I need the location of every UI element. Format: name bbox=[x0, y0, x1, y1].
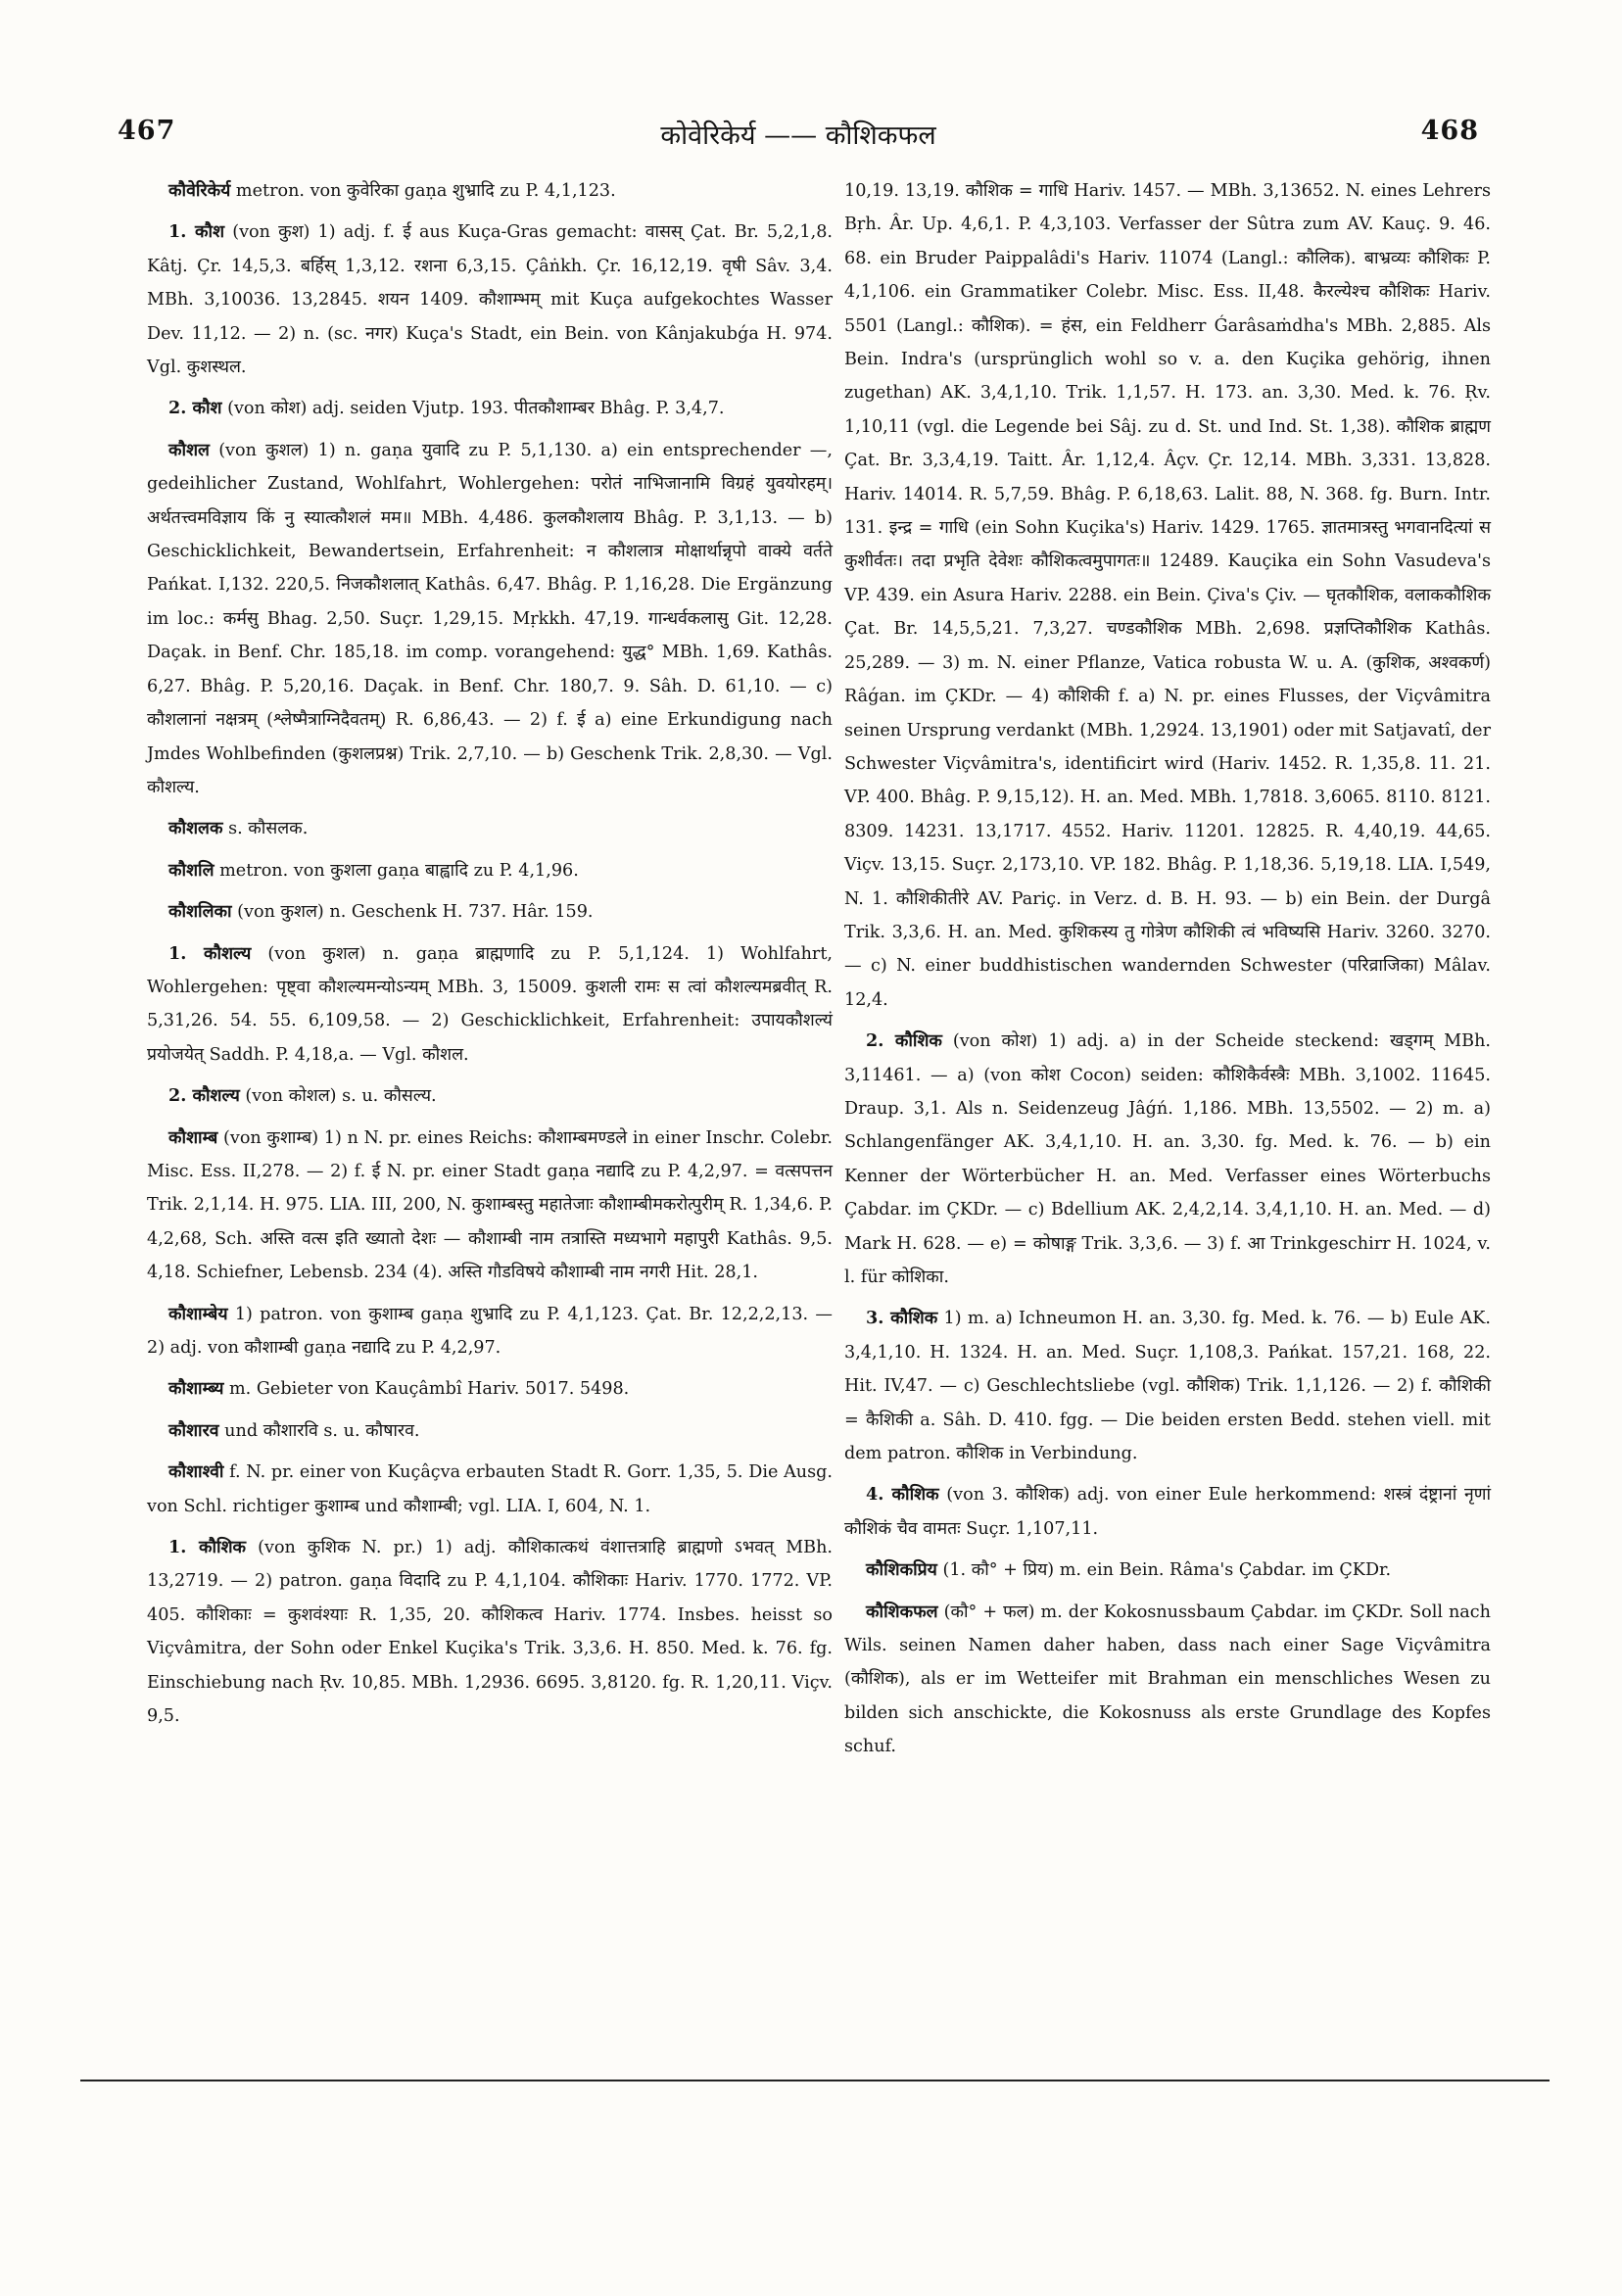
entry-text: s. कौसलक. bbox=[222, 819, 309, 839]
dictionary-entry bbox=[147, 392, 833, 425]
entry-headword: 1. कौशल्य bbox=[168, 942, 252, 964]
entry-headword: कौशलि bbox=[168, 859, 215, 881]
right-column bbox=[844, 174, 1491, 1772]
entry-text: (von कुशाम्ब) 1) n N. pr. eines Reichs: कौशाम्बमण्डले in einer Inschr. Colebr. Misc. Ess. II,278. — 2) f. ई N. pr. einer Stadt gaṇa नद्यादि zu P. 4,2,97. = वत्सपत्तन Trik. 2,1,14. H. 975. LIA. III, 200, N. कुशाम्बस्तु महातेजाः कौशाम्बीमकरोत्पुरीम् R. 1,34,6. P. 4,2,68, Sch. अस्ति वत्स इति ख्यातो देशः — कौशाम्बी नाम तत्रास्ति मध्यभागे महापुरी Kathâs. 9,5. 4,18. Schiefner, Lebensb. 234 (4). अस्ति गौडविषये कौशाम्बी नाम नगरी Hit. 28,1. bbox=[147, 1127, 833, 1283]
dictionary-entry bbox=[844, 1596, 1491, 1764]
entry-headword: कौशलक bbox=[168, 818, 223, 839]
dictionary-entry bbox=[147, 1298, 833, 1365]
page-header bbox=[118, 116, 1479, 155]
dictionary-entry bbox=[844, 1554, 1491, 1587]
entry-headword: कौशाश्वी bbox=[168, 1461, 224, 1483]
entry-headword: 1. कौश bbox=[168, 221, 225, 243]
entry-text: f. N. pr. einer von Kuçâçva erbauten Stadt R. Gorr. 1,35, 5. Die Ausg. von Schl. richtiger कुशाम्ब und कौशाम्बी; vgl. LIA. I, 604, N. 1. bbox=[147, 1462, 833, 1516]
entry-headword: 2. कौशिक bbox=[866, 1030, 942, 1052]
entry-headword: कौवेरिकेर्य bbox=[168, 180, 231, 201]
entry-headword: कौशारव bbox=[168, 1419, 219, 1441]
page-number-right: 468 bbox=[1420, 116, 1479, 146]
entry-text: (von कोश) 1) adj. a) in der Scheide steckend: खड्गम् MBh. 3,11461. — a) (von कोश Cocon) seiden: कौशिकैर्वस्त्रैः MBh. 3,1002. 11645. Draup. 3,1. Als n. Seidenzeug Jâǵń. 1,186. MBh. 13,5502. — 2) m. a) Schlangenfänger AK. 3,4,1,10. H. an. 3,30. fg. Med. k. 76. — b) ein Kenner der Wörterbücher H. an. Med. Verfasser eines Wörterbuchs Çabdar. im ÇKDr. — c) Bdellium AK. 2,4,2,14. 3,4,1,10. H. an. Med. — d) Mark H. 628. — e) = कोषाङ्ग Trik. 3,3,6. — 3) f. आ Trinkgeschirr H. 1024, v. l. für कोशिका. bbox=[844, 1031, 1492, 1287]
entry-headword: कौशाम्ब्य bbox=[168, 1378, 224, 1400]
entry-text: und कौशारवि s. u. कौषारव. bbox=[218, 1420, 420, 1441]
running-title: कोवेरिकेर्य —— कौशिकफल bbox=[660, 120, 936, 151]
dictionary-entry bbox=[147, 1079, 833, 1113]
entry-headword: कौशिकफल bbox=[866, 1601, 938, 1622]
entry-headword: कौशलिका bbox=[168, 901, 232, 923]
left-column bbox=[147, 174, 833, 1741]
dictionary-entry bbox=[844, 1025, 1491, 1294]
entry-headword: कौशाम्ब bbox=[168, 1126, 218, 1148]
entry-text: 1) m. a) Ichneumon H. an. 3,30. fg. Med. k. 76. — b) Eule AK. 3,4,1,10. H. 1324. H. an. Med. Suçr. 1,108,3. Pańkat. 157,21. 168, 22. Hit. IV,47. — c) Geschlechtsliebe (vgl. कौशिक) Trik. 1,1,126. — 2) f. कौशिकी = कैशिकी a. Sâh. D. 410. fgg. — Die beiden ersten Bedd. stehen viell. mit dem patron. कौशिक in Verbindung. bbox=[844, 1309, 1492, 1464]
dictionary-entry bbox=[147, 854, 833, 887]
entry-headword: कौशल bbox=[168, 439, 210, 460]
entry-headword: 2. कौशल्य bbox=[168, 1085, 240, 1107]
dictionary-entry bbox=[147, 812, 833, 845]
entry-headword: 2. कौश bbox=[168, 398, 222, 419]
entry-text: (von कोशल) s. u. कौसल्य. bbox=[239, 1086, 437, 1107]
entry-text: metron. von कुवेरिका gaṇa शुभ्रादि zu P. 4,1,123. bbox=[230, 181, 616, 201]
dictionary-entry bbox=[147, 1456, 833, 1523]
dictionary-entry bbox=[147, 1414, 833, 1448]
dictionary-entry-continued bbox=[844, 174, 1491, 1017]
entry-text: (von कुशिक N. pr.) 1) adj. कौशिकात्कथं वंशात्तत्राहि ब्राह्मणो ऽभवत् MBh. 13,2719. — 2) patron. gaṇa विदादि zu P. 4,1,104. कौशिकाः Hariv. 1770. 1772. VP. 405. कौशिकाः = कुशवंश्याः R. 1,35, 20. कौशिकत्व Hariv. 1774. Insbes. heisst so Viçvâmitra, der Sohn oder Enkel Kuçika's Trik. 3,3,6. H. 850. Med. k. 76. fg. Einschiebung nach Ṛv. 10,85. MBh. 1,2936. 6695. 3,8120. fg. R. 1,20,11. Viçv. 9,5. bbox=[147, 1538, 834, 1727]
dictionary-entry bbox=[147, 1531, 833, 1733]
entry-text: metron. von कुशला gaṇa बाह्वादि zu P. 4,1,96. bbox=[214, 860, 579, 881]
dictionary-entry bbox=[147, 1372, 833, 1406]
dictionary-entry bbox=[844, 1478, 1491, 1546]
page-number-left: 467 bbox=[118, 116, 176, 146]
dictionary-entry bbox=[147, 434, 833, 804]
dictionary-entry bbox=[147, 215, 833, 384]
entry-text: 1) patron. von कुशाम्ब gaṇa शुभ्रादि zu P. 4,1,123. Çat. Br. 12,2,2,13. — 2) adj. von कौशाम्बी gaṇa नद्यादि zu P. 4,2,97. bbox=[147, 1304, 833, 1358]
footer-rule bbox=[80, 2080, 1550, 2081]
entry-text: (von कुशल) 1) n. gaṇa युवादि zu P. 5,1,130. a) ein entsprechender —, gedeihlicher Zustand, Wohlfahrt, Wohlergehen: परोतं नाभिजानामि विग्रहं युवयोरहम्। अर्थतत्त्वमविज्ञाय किं नु स्यात्कौशलं मम॥ MBh. 4,486. कुलकौशलाय Bhâg. P. 3,1,13. — b) Geschicklichkeit, Bewandertsein, Erfahrenheit: न कौशलात्र मोक्षार्थान्नृपो वाक्ये वर्तते Pańkat. I,132. 220,5. निजकौशलात् Kathâs. 6,47. Bhâg. P. 1,16,28. Die Ergänzung im loc.: कर्मसु Bhag. 2,50. Suçr. 1,29,15. Mṛkkh. 47,19. गान्धर्वकलासु Git. 12,28. Daçak. in Benf. Chr. 185,18. im comp. vorangehend: युद्ध° MBh. 1,69. Kathâs. 6,27. Bhâg. P. 5,20,16. Daçak. in Benf. Chr. 180,7. 9. Sâh. D. 61,10. — c) कौशलानां नक्षत्रम् (श्लेष्मैत्राग्निदैवतम्) R. 6,86,43. — 2) f. ई a) eine Erkundigung nach Jmdes Wohlbefinden (कुशलप्रश्न) Trik. 2,7,10. — b) Geschenk Trik. 2,8,30. — Vgl. कौशल्य. bbox=[147, 440, 833, 797]
dictionary-entry bbox=[844, 1302, 1491, 1470]
entry-headword: 4. कौशिक bbox=[866, 1484, 939, 1506]
entry-text: (कौ° + फल) m. der Kokosnussbaum Çabdar. im ÇKDr. Soll nach Wils. seinen Namen daher haben, dass nach einer Sage Viçvâmitra (कौशिक), als er im Wetteifer mit Brahman ein menschliches Wesen zu bilden sich anschickte, die Kokosnuss als erste Grundlage des Kopfes schuf. bbox=[844, 1602, 1491, 1757]
entry-text: (von कुशल) n. Geschenk H. 737. Hâr. 159. bbox=[231, 902, 594, 923]
entry-headword: कौशिकप्रिय bbox=[866, 1559, 937, 1581]
dictionary-entry bbox=[147, 895, 833, 929]
dictionary-entry bbox=[147, 937, 833, 1073]
entry-headword: कौशाम्बेय bbox=[168, 1303, 228, 1324]
dictionary-entry bbox=[147, 174, 833, 208]
entry-text: (1. कौ° + प्रिय) m. ein Bein. Râma's Çabdar. im ÇKDr. bbox=[936, 1560, 1392, 1581]
entry-headword: 3. कौशिक bbox=[866, 1308, 938, 1329]
entry-text: m. Gebieter von Kauçâmbî Hariv. 5017. 5498. bbox=[223, 1379, 630, 1400]
entry-text: (von कुश) 1) adj. f. ई aus Kuça-Gras gemacht: वासस् Çat. Br. 5,2,1,8. Kâtj. Çr. 14,5,3. बर्हिस् 1,3,12. रशना 6,3,15. Çâṅkh. Çr. 16,12,19. वृषी Sâv. 3,4. MBh. 3,10036. 13,2845. शयन 1409. कौशाम्भम् mit Kuça aufgekochtes Wasser Dev. 11,12. — 2) n. (sc. नगर) Kuça's Stadt, ein Bein. von Kânjakubǵa H. 974. Vgl. कुशस्थल. bbox=[147, 222, 833, 378]
dictionary-entry bbox=[147, 1122, 833, 1290]
entry-text: (von कोश) adj. seiden Vjutp. 193. पीतकौशाम्बर Bhâg. P. 3,4,7. bbox=[221, 399, 725, 419]
entry-text: (von 3. कौशिक) adj. von einer Eule herkommend: शस्त्रं दंष्ट्रानां नृणां कौशिकं चैव वामतः Suçr. 1,107,11. bbox=[844, 1485, 1492, 1539]
entry-text: (von कुशल) n. gaṇa ब्राह्मणादि zu P. 5,1,124. 1) Wohlfahrt, Wohlergehen: पृष्ट्वा कौशल्यमन्योऽन्यम् MBh. 3, 15009. कुशली रामः स त्वां कौशल्यमब्रवीत् R. 5,31,26. 54. 55. 6,109,58. — 2) Geschicklichkeit, Erfahrenheit: उपायकौशल्यं प्रयोजयेत् Saddh. P. 4,18,a. — Vgl. कौशल. bbox=[147, 943, 833, 1065]
entry-text: 10,19. 13,19. कौशिक = गाधि Hariv. 1457. — MBh. 3,13652. N. eines Lehrers Bṛh. Âr. Up. 4,6,1. P. 4,3,103. Verfasser der Sûtra zum AV. Kauç. 9. 46. 68. ein Bruder Paippalâdi's Hariv. 11074 (Langl.: कौलिक). बाभ्रव्यः कौशिकः P. 4,1,106. ein Grammatiker Colebr. Misc. Ess. II,48. कैरल्येश्च कौशिकः Hariv. 5501 (Langl.: कौशिक). = हंस, ein Feldherr Ǵarâsaṁdha's MBh. 2,885. Als Bein. Indra's (ursprünglich wohl so v. a. den Kuçika gehörig, ihnen zugethan) AK. 3,4,1,10. Trik. 1,1,57. H. 173. an. 3,30. Med. k. 76. Ṛv. 1,10,11 (vgl. die Legende bei Sâj. zu d. St. und Ind. St. 1,38). कौशिक ब्राह्मण Çat. Br. 3,3,4,19. Taitt. Âr. 1,12,4. Âçv. Çr. 12,14. MBh. 3,331. 13,828. Hariv. 14014. R. 5,7,59. Bhâg. P. 6,18,63. Lalit. 88, N. 368. fg. Burn. Intr. 131. इन्द्र = गाधि (ein Sohn Kuçika's) Hariv. 1429. 1765. ज्ञातमात्रस्तु भगवानदित्यां स कुशीर्वतः। तदा प्रभृति देवेशः कौशिकत्वमुपागतः॥ 12489. Kauçika ein Sohn Vasudeva's VP. 439. ein Asura Hariv. 2288. ein Bein. Çiva's Çiv. — घृतकौशिक, वलाककौशिक Çat. Br. 14,5,5,21. 7,3,27. चण्डकौशिक MBh. 2,698. प्रज्ञप्तिकौशिक Kathâs. 25,289. — 3) m. N. einer Pflanze, Vatica robusta W. u. A. (कुशिक, अश्वकर्ण) Râǵan. im ÇKDr. — 4) कौशिकी f. a) N. pr. eines Flusses, der Viçvâmitra seinen Ursprung verdankt (MBh. 1,2924. 13,1901) oder mit Satjavatî, der Schwester Viçvâmitra's, identificirt wird (Hariv. 1452. R. 1,35,8. 11. 21. VP. 400. Bhâg. P. 9,15,12). H. an. Med. MBh. 1,7818. 3,6065. 8110. 8121. 8309. 14231. 13,1717. 4552. Hariv. 11201. 12825. R. 4,40,19. 44,65. Viçv. 13,15. Suçr. 2,173,10. VP. 182. Bhâg. P. 1,18,36. 5,19,18. LIA. I,549, N. 1. कौशिकीतीरे AV. Pariç. in Verz. d. B. H. 93. — b) ein Bein. der Durgâ Trik. 3,3,6. H. an. Med. कुशिकस्य तु गोत्रेण कौशिकी त्वं भविष्यसि Hariv. 3260. 3270. — c) N. einer buddhistischen wandernden Schwester (परिव्राजिका) Mâlav. 12,4. bbox=[844, 181, 1491, 1010]
entry-headword: 1. कौशिक bbox=[168, 1537, 247, 1558]
